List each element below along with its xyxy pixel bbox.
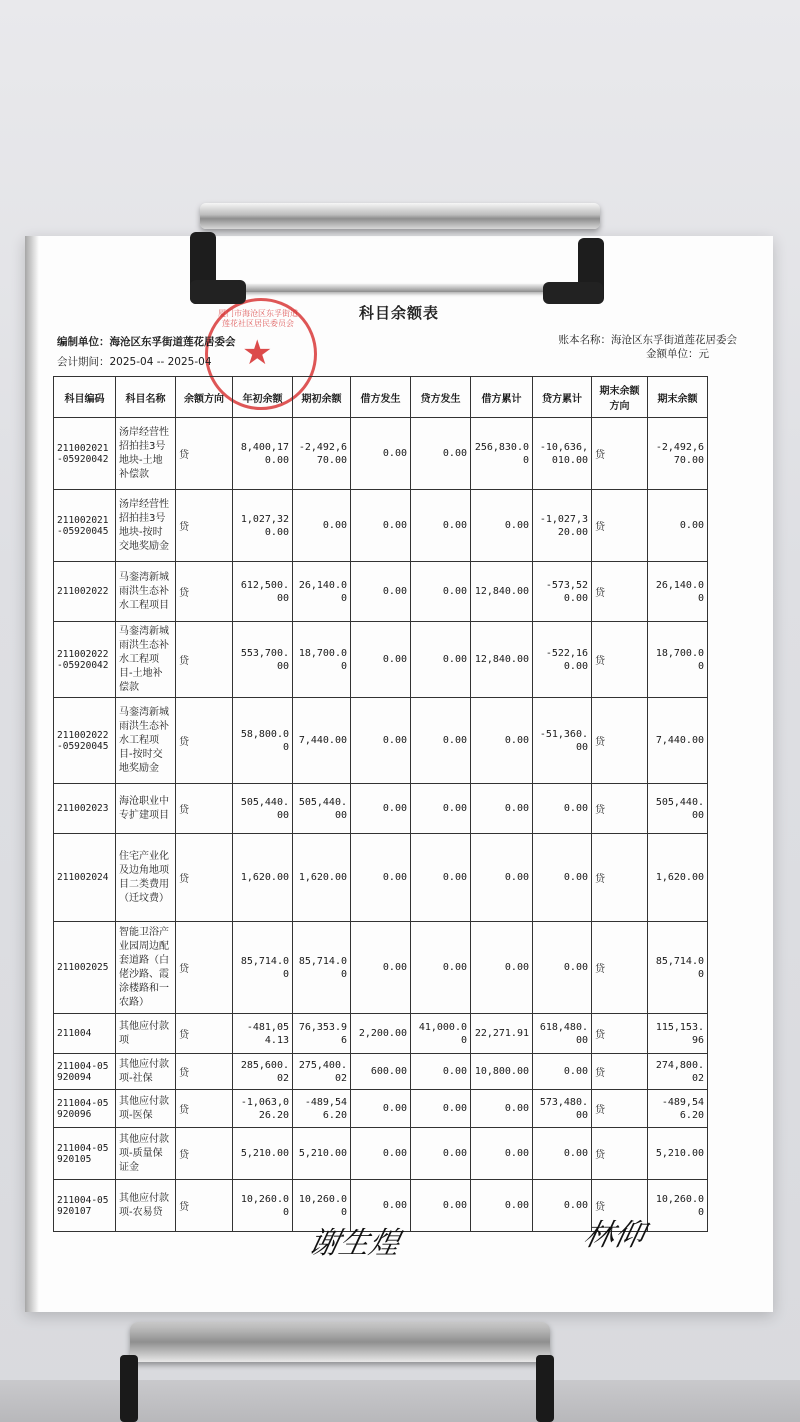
row-credit: 0.00	[411, 1054, 471, 1090]
row-period-begin: -2,492,670.00	[293, 418, 351, 490]
row-debit: 0.00	[351, 834, 411, 922]
row-debit: 600.00	[351, 1054, 411, 1090]
row-period-begin: 7,440.00	[293, 698, 351, 784]
row-credit-cum: -1,027,320.00	[533, 490, 592, 562]
row-direction: 贷	[176, 922, 233, 1014]
table-row	[54, 562, 708, 622]
row-name: 其他应付款项-医保	[116, 1090, 176, 1128]
period-label: 会计期间：2025-04 -- 2025-04	[57, 356, 212, 368]
row-credit-cum: 573,480.00	[533, 1090, 592, 1128]
row-credit-cum: -573,520.00	[533, 562, 592, 622]
header-credit-cum: 贷方累计	[533, 377, 592, 418]
row-end-direction: 贷	[592, 1180, 648, 1232]
row-debit: 0.00	[351, 1090, 411, 1128]
table-row	[54, 834, 708, 922]
row-year-begin: 5,210.00	[233, 1128, 293, 1180]
row-period-begin: 5,210.00	[293, 1128, 351, 1180]
header-credit: 贷方发生	[411, 377, 471, 418]
row-direction: 贷	[176, 1014, 233, 1054]
row-year-begin: 285,600.02	[233, 1054, 293, 1090]
row-credit-cum: 618,480.00	[533, 1014, 592, 1054]
row-year-begin: 505,440.00	[233, 784, 293, 834]
row-name: 其他应付款项-社保	[116, 1054, 176, 1090]
signature-left: 谢生煌	[305, 1226, 403, 1261]
row-name: 马銮湾新城雨洪生态补水工程项目-土地补偿款	[116, 622, 176, 698]
row-debit-cum: 0.00	[471, 698, 533, 784]
row-debit-cum: 0.00	[471, 1180, 533, 1232]
row-debit: 2,200.00	[351, 1014, 411, 1054]
row-debit-cum: 22,271.91	[471, 1014, 533, 1054]
row-end-balance: -489,546.20	[648, 1090, 708, 1128]
row-code: 211002024	[54, 834, 116, 922]
row-credit: 0.00	[411, 1180, 471, 1232]
row-direction: 贷	[176, 834, 233, 922]
row-credit-cum: 0.00	[533, 922, 592, 1014]
clipboard-clip-bar	[200, 203, 600, 229]
row-direction: 贷	[176, 490, 233, 562]
row-end-balance: 7,440.00	[648, 698, 708, 784]
row-name: 智能卫浴产业园周边配套道路（白佬沙路、霞涂楼路和一农路）	[116, 922, 176, 1014]
table-row	[54, 1128, 708, 1180]
table-row	[54, 698, 708, 784]
row-end-direction: 贷	[592, 622, 648, 698]
table-row	[54, 1054, 708, 1090]
row-end-direction: 贷	[592, 418, 648, 490]
header-name: 科目名称	[116, 377, 176, 418]
row-end-direction: 贷	[592, 922, 648, 1014]
row-code: 211004	[54, 1014, 116, 1054]
row-credit-cum: -51,360.00	[533, 698, 592, 784]
header-debit-cum: 借方累计	[471, 377, 533, 418]
row-debit: 0.00	[351, 922, 411, 1014]
row-year-begin: -481,054.13	[233, 1014, 293, 1054]
header-direction: 余额方向	[176, 377, 233, 418]
table-row	[54, 1090, 708, 1128]
header-year-begin: 年初余额	[233, 377, 293, 418]
row-debit: 0.00	[351, 1180, 411, 1232]
row-debit-cum: 0.00	[471, 784, 533, 834]
row-code: 211002022-05920045	[54, 698, 116, 784]
table-row	[54, 490, 708, 562]
balance-sheet-paper	[25, 236, 773, 1312]
balance-table	[53, 376, 708, 1232]
row-credit: 0.00	[411, 834, 471, 922]
row-direction: 贷	[176, 698, 233, 784]
row-debit-cum: 0.00	[471, 834, 533, 922]
row-code: 211002025	[54, 922, 116, 1014]
row-period-begin: 1,620.00	[293, 834, 351, 922]
row-credit-cum: 0.00	[533, 1180, 592, 1232]
row-end-direction: 贷	[592, 784, 648, 834]
row-end-balance: 18,700.00	[648, 622, 708, 698]
row-credit-cum: 0.00	[533, 834, 592, 922]
row-direction: 贷	[176, 1054, 233, 1090]
row-period-begin: 505,440.00	[293, 784, 351, 834]
document-title: 科目余额表	[358, 304, 439, 322]
row-credit: 0.00	[411, 622, 471, 698]
row-direction: 贷	[176, 784, 233, 834]
row-code: 211002023	[54, 784, 116, 834]
row-end-balance: 1,620.00	[648, 834, 708, 922]
row-period-begin: 85,714.00	[293, 922, 351, 1014]
row-year-begin: 58,800.00	[233, 698, 293, 784]
row-debit-cum: 0.00	[471, 1128, 533, 1180]
row-period-begin: 10,260.00	[293, 1180, 351, 1232]
row-debit: 0.00	[351, 562, 411, 622]
account-label: 账本名称：海沧区东孚街道莲花居委会	[558, 334, 737, 346]
row-debit-cum: 0.00	[471, 490, 533, 562]
row-name: 马銮湾新城雨洪生态补水工程项目-按时交地奖励金	[116, 698, 176, 784]
row-year-begin: 612,500.00	[233, 562, 293, 622]
row-period-begin: 26,140.00	[293, 562, 351, 622]
org-label: 编制单位：海沧区东孚街道莲花居委会	[57, 336, 236, 348]
row-period-begin: 76,353.96	[293, 1014, 351, 1054]
row-year-begin: 1,620.00	[233, 834, 293, 922]
row-year-begin: 553,700.00	[233, 622, 293, 698]
header-end-balance: 期末余额	[648, 377, 708, 418]
row-name: 其他应付款项-质量保证金	[116, 1128, 176, 1180]
row-credit: 41,000.00	[411, 1014, 471, 1054]
row-debit-cum: 12,840.00	[471, 622, 533, 698]
seal-star-icon: ★	[242, 333, 273, 373]
row-credit: 0.00	[411, 1090, 471, 1128]
row-code: 211004-05920105	[54, 1128, 116, 1180]
table-row	[54, 418, 708, 490]
table-row	[54, 922, 708, 1014]
row-code: 211002021-05920045	[54, 490, 116, 562]
row-end-direction: 贷	[592, 1054, 648, 1090]
row-end-direction: 贷	[592, 562, 648, 622]
row-code: 211004-05920094	[54, 1054, 116, 1090]
row-direction: 贷	[176, 622, 233, 698]
row-debit-cum: 0.00	[471, 1090, 533, 1128]
clipboard-clip-bottom-arm-right	[536, 1355, 554, 1422]
row-debit-cum: 10,800.00	[471, 1054, 533, 1090]
header-debit: 借方发生	[351, 377, 411, 418]
row-end-balance: 5,210.00	[648, 1128, 708, 1180]
header-end-direction: 期末余额方向	[592, 377, 648, 418]
row-name: 马銮湾新城雨洪生态补水工程项目	[116, 562, 176, 622]
row-name: 海沧职业中专扩建项目	[116, 784, 176, 834]
row-code: 211002022-05920042	[54, 622, 116, 698]
row-name: 其他应付款项	[116, 1014, 176, 1054]
row-credit: 0.00	[411, 698, 471, 784]
table-row	[54, 784, 708, 834]
row-year-begin: 8,400,170.00	[233, 418, 293, 490]
row-name: 汤岸经营性招拍挂3号地块-土地补偿款	[116, 418, 176, 490]
unit-label: 金额单位：元	[646, 348, 709, 360]
row-code: 211004-05920107	[54, 1180, 116, 1232]
row-end-balance: 274,800.02	[648, 1054, 708, 1090]
row-credit: 0.00	[411, 922, 471, 1014]
row-direction: 贷	[176, 1128, 233, 1180]
header-period-begin: 期初余额	[293, 377, 351, 418]
row-debit: 0.00	[351, 622, 411, 698]
clipboard-clip-foot-left	[190, 280, 246, 304]
row-direction: 贷	[176, 418, 233, 490]
table-row	[54, 1014, 708, 1054]
row-credit-cum: 0.00	[533, 784, 592, 834]
row-period-begin: 18,700.00	[293, 622, 351, 698]
row-end-balance: 0.00	[648, 490, 708, 562]
row-end-direction: 贷	[592, 698, 648, 784]
table-header-row	[54, 377, 708, 418]
row-end-balance: 10,260.00	[648, 1180, 708, 1232]
row-end-balance: -2,492,670.00	[648, 418, 708, 490]
row-debit: 0.00	[351, 698, 411, 784]
row-end-direction: 贷	[592, 1014, 648, 1054]
row-end-direction: 贷	[592, 1128, 648, 1180]
row-credit-cum: 0.00	[533, 1054, 592, 1090]
row-debit-cum: 12,840.00	[471, 562, 533, 622]
row-period-begin: -489,546.20	[293, 1090, 351, 1128]
row-period-begin: 0.00	[293, 490, 351, 562]
row-code: 211002021-05920042	[54, 418, 116, 490]
row-end-direction: 贷	[592, 490, 648, 562]
clipboard-clip-bottom	[130, 1322, 550, 1362]
row-period-begin: 275,400.02	[293, 1054, 351, 1090]
row-end-balance: 115,153.96	[648, 1014, 708, 1054]
row-debit-cum: 0.00	[471, 922, 533, 1014]
row-code: 211002022	[54, 562, 116, 622]
row-year-begin: -1,063,026.20	[233, 1090, 293, 1128]
row-debit: 0.00	[351, 418, 411, 490]
row-end-balance: 505,440.00	[648, 784, 708, 834]
clipboard-clip-foot-right	[543, 282, 603, 304]
row-debit: 0.00	[351, 490, 411, 562]
header-code: 科目编码	[54, 377, 116, 418]
row-credit: 0.00	[411, 490, 471, 562]
clipboard-clip-bottom-arm-left	[120, 1355, 138, 1422]
row-code: 211004-05920096	[54, 1090, 116, 1128]
table-row	[54, 622, 708, 698]
row-year-begin: 10,260.00	[233, 1180, 293, 1232]
row-end-direction: 贷	[592, 1090, 648, 1128]
row-credit: 0.00	[411, 562, 471, 622]
row-credit: 0.00	[411, 784, 471, 834]
signature-right: 林仰	[580, 1218, 648, 1253]
row-direction: 贷	[176, 1090, 233, 1128]
row-debit: 0.00	[351, 784, 411, 834]
row-credit-cum: -522,160.00	[533, 622, 592, 698]
row-credit-cum: 0.00	[533, 1128, 592, 1180]
row-credit-cum: -10,636,010.00	[533, 418, 592, 490]
row-credit: 0.00	[411, 418, 471, 490]
row-end-balance: 26,140.00	[648, 562, 708, 622]
row-direction: 贷	[176, 562, 233, 622]
row-debit-cum: 256,830.00	[471, 418, 533, 490]
row-credit: 0.00	[411, 1128, 471, 1180]
row-name: 汤岸经营性招拍挂3号地块-按时交地奖励金	[116, 490, 176, 562]
row-end-balance: 85,714.00	[648, 922, 708, 1014]
row-name: 其他应付款项-农易贷	[116, 1180, 176, 1232]
row-name: 住宅产业化及边角地项目二类费用（迁坟费）	[116, 834, 176, 922]
row-year-begin: 1,027,320.00	[233, 490, 293, 562]
official-seal-text: 厦门市海沧区东孚街道莲花社区居民委员会	[218, 309, 298, 328]
clipboard-clip-wire	[213, 284, 553, 292]
row-debit: 0.00	[351, 1128, 411, 1180]
row-year-begin: 85,714.00	[233, 922, 293, 1014]
row-direction: 贷	[176, 1180, 233, 1232]
row-end-direction: 贷	[592, 834, 648, 922]
